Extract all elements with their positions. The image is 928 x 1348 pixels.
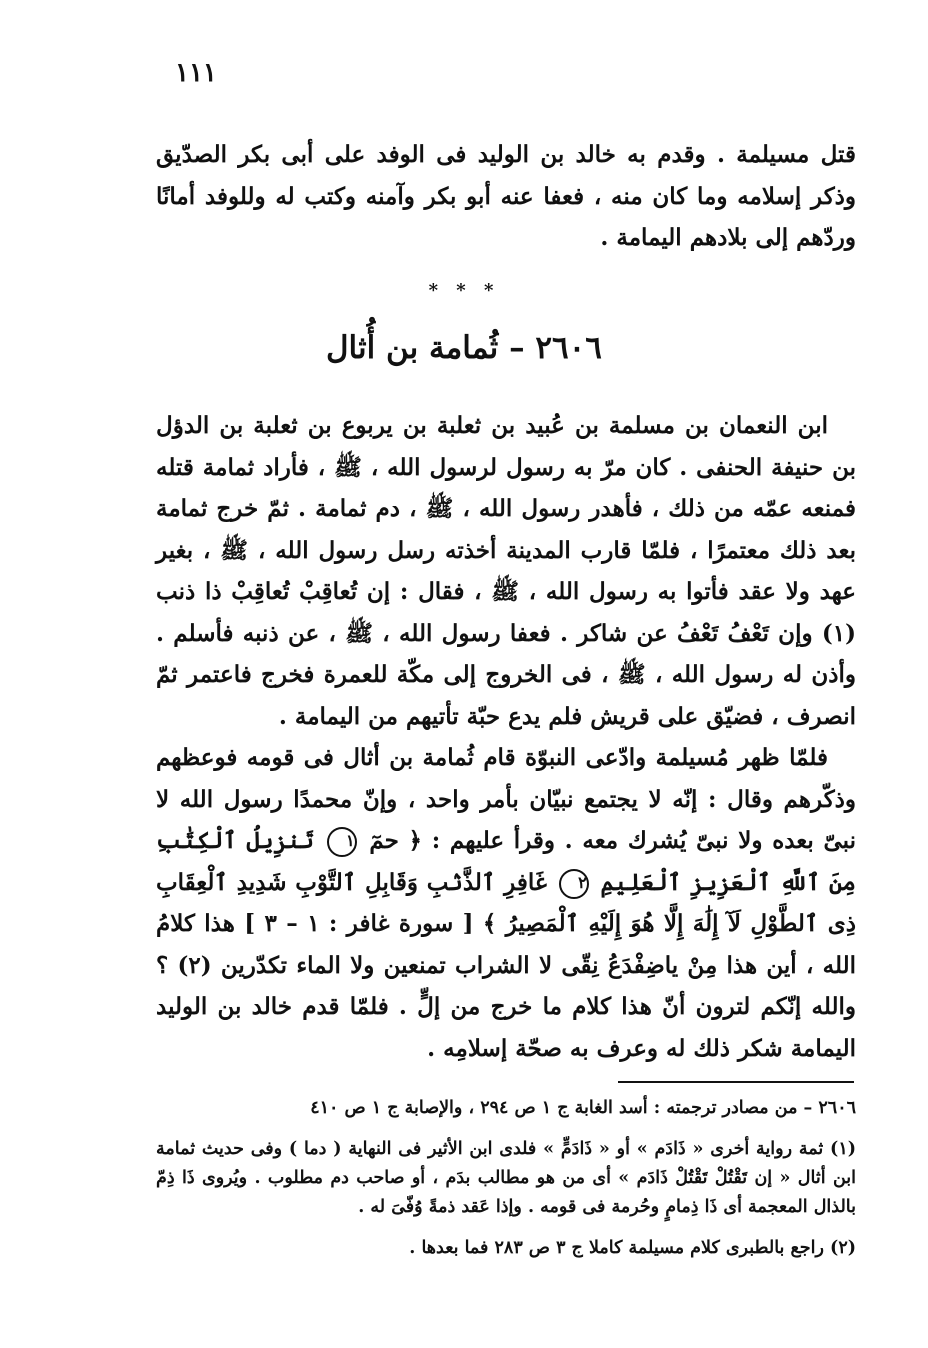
page-number: ١١١ <box>175 58 217 88</box>
footnote-1: (١) ثمة رواية أخرى « ذَادَم » أو « ذَادَمٍّ » فلدى ابن الأثير فى النهاية ( دما ) وفى حديث ثمامة ابن أثال « إن تَقْتُلْ تَقْتُلْ ذَادَم » أى من هو مطالب بدَم ، أو صاحب دم مطلوب . ويُروى ذَا ذِمّ بالذال المعجمة أى ذَا ذِمامٍ وحُرمة فى قومه . وإذا عَقد ذمةً وُفّىَ له . <box>156 1139 856 1217</box>
quran-verse-part-3: غَافِرِ ٱلذَّنۢبِ وَقَابِلِ ٱلتَّوْبِ شَدِيدِ ٱلْعِقَابِ ذِى ٱلطَّوْلِ لَآ إِلَٰهَ إِلَّا هُوَ إِلَيْهِ ٱلْمَصِيرُ ﴾ <box>156 868 856 937</box>
entry-title: ٢٦٠٦ – ثُمامة بن أُثال <box>326 330 602 366</box>
entry-paragraph-2 <box>156 737 856 1069</box>
intro-paragraph: قتل مسيلمة . وقدم به خالد بن الوليد فى الوفد على أبى بكر الصدّيق وذكر إسلامه وما كان منه ، فعفا عنه أبو بكر وآمنه وكتب له وللوفد أمانًا وردّهم إلى بلادهم اليمامة . <box>156 141 856 251</box>
quran-verse-part-1: ﴿ حمٓ <box>369 827 423 854</box>
entry-body <box>156 405 856 1069</box>
footnote-sources <box>156 1094 856 1123</box>
footnotes <box>156 1094 856 1263</box>
entry-paragraph-1: ابن النعمان بن مسلمة بن عُبيد بن ثعلبة بن يربوع بن ثعلبة بن الدؤل بن حنيفة الحنفى . كان مرّ به رسول لرسول الله ، ﷺ ، فأراد ثمامة قتله فمنعه عمّه من ذلك ، فأهدر رسول الله ، ﷺ ، دم ثمامة . ثمّ خرج ثمامة بعد ذلك معتمرًا ، فلمّا قارب المدينة أخذته رسل رسول الله ، ﷺ ، بغير عهد ولا عقد فأتوا به رسول الله ، ﷺ ، فقال : إن تُعاقِبْ تُعاقِبْ ذا ذنب (١) وإن تَعْفُ تَعْفُ عن شاكر . فعفا رسول الله ، ﷺ ، عن ذنبه فأسلم . وأذن له رسول الله ، ﷺ ، فى الخروج إلى مكّة للعمرة فخرج فاعتمر ثمّ انصرف ، فضيّق على قريش فلم يدع حبّة تأتيهم من اليمامة . <box>156 412 856 730</box>
quran-verse-part-2: تَنزِيلُ ٱلْكِتَٰبِ مِنَ ٱللَّهِ ٱلْعَزِيزِ ٱلْعَلِيمِ <box>156 827 856 896</box>
sources-text: أسد الغابة ج ١ ص ٢٩٤ ، والإصابة ج ١ ص ٤١٠ <box>310 1098 648 1118</box>
sources-label: ٢٦٠٦ – من مصادر ترجمته : <box>653 1098 856 1118</box>
footnote-2: (٢) راجع بالطبرى كلام مسيلمة كاملا ج ٣ ص ٢٨٣ فما بعدها . <box>409 1238 856 1258</box>
paragraph-2-opening: فلمّا ظهر مُسيلمة وادّعى النبوّة قام ثُمامة بن أثال فى قومه فوعظهم وذكّرهم وقال : إنّه لا يجتمع نبيّان بأمر واحد ، وإنّ محمدًا رسول الله لا نبىّ بعده ولا نبىّ يُشرك معه . وقرأ عليهم : <box>156 744 857 854</box>
section-separator: * * * <box>428 280 500 301</box>
paragraph-2-closing: [ سورة غافر : ١ – ٣ ] هذا كلامُ الله ، أين هذا مِنْ ياضِفْدَعُ نِقّى لا الشراب تمنعين ولا الماء تكدّرين (٢) ؟ والله إنّكم لترون أنّ هذا كلام ما خرج من إلٍّ . فلمّا قدم خالد بن الوليد اليمامة شكر ذلك له وعرف به صحّة إسلامِه . <box>156 910 856 1062</box>
intro-paragraph-block <box>156 134 856 259</box>
ayah-number-2: ٢ <box>559 869 589 899</box>
ayah-number-1: ١ <box>327 827 357 857</box>
footnote-divider <box>618 1081 854 1083</box>
